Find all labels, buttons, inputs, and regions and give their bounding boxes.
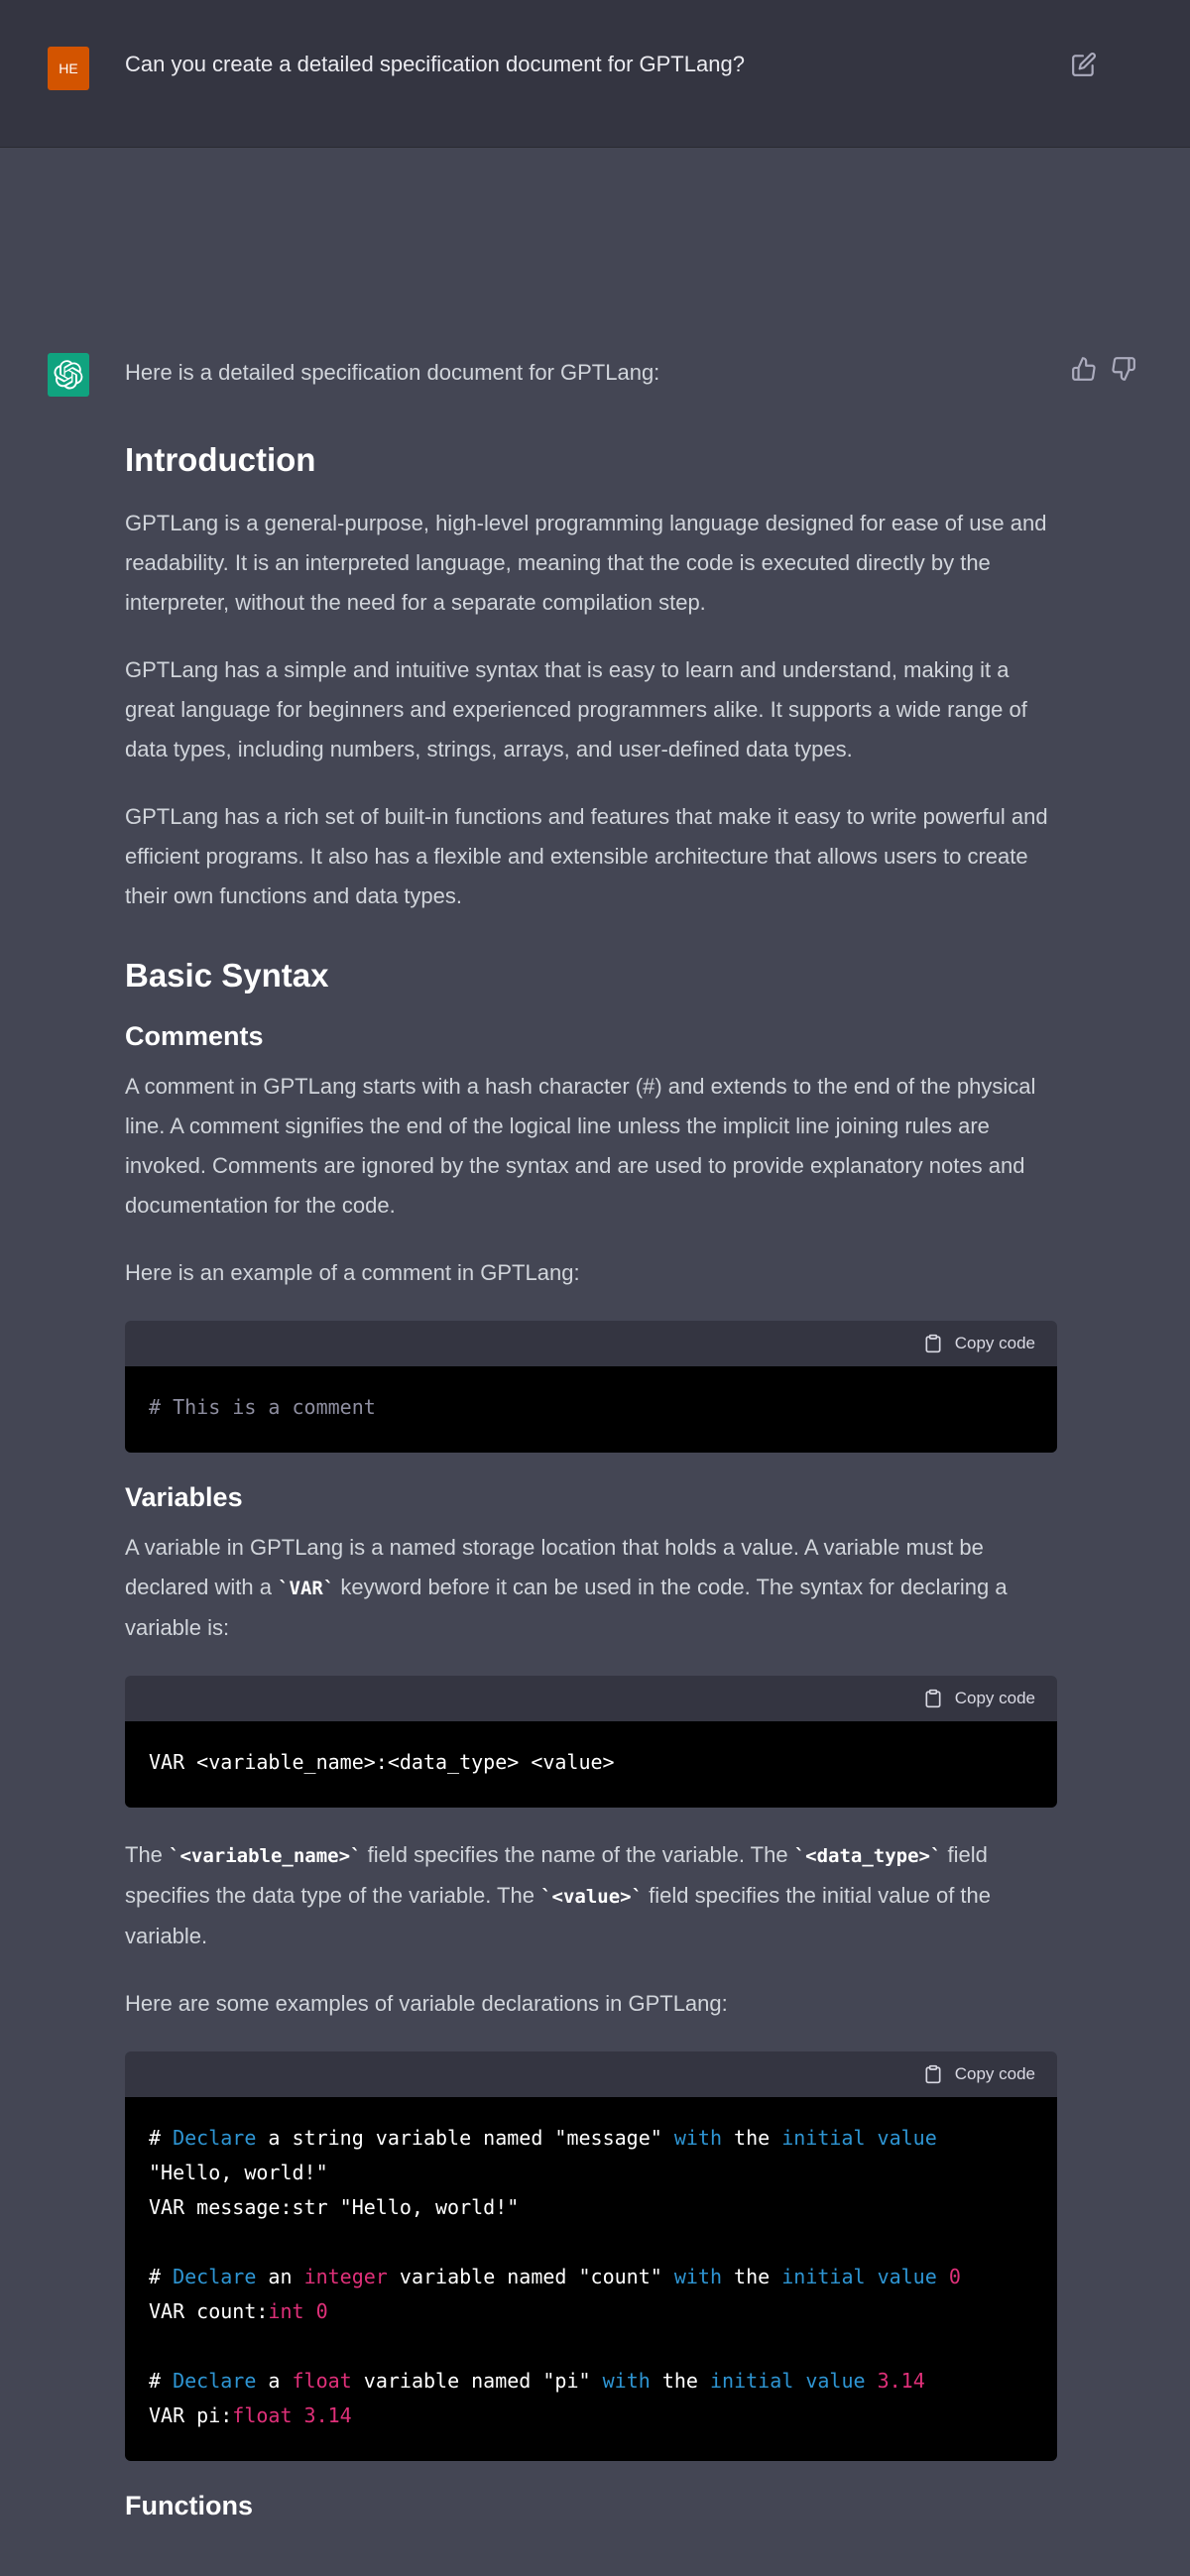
comments-example-intro: Here is an example of a comment in GPTLang: [125, 1260, 580, 1285]
assistant-message-row [0, 148, 1190, 2576]
heading-variables: Variables [125, 1482, 243, 1512]
feedback-buttons [1071, 356, 1136, 382]
user-avatar: HE [48, 47, 89, 90]
copy-code-button[interactable] [923, 2063, 1035, 2085]
inline-code-variable-name: `<variable_name>` [169, 1845, 362, 1867]
clipboard-icon [923, 1688, 943, 1709]
heading-functions: Functions [125, 2491, 253, 2520]
thumbs-down-icon[interactable] [1111, 356, 1136, 382]
inline-code-var: `VAR` [278, 1578, 335, 1599]
intro-paragraph-1: GPTLang is a general-purpose, high-level programming language designed for ease of use and readability. It is an interpreted language, meaning that the code is executed directly by the interpreter, without the need for a separate compilation step. [125, 511, 1047, 615]
copy-code-label: Copy code [954, 1334, 1035, 1352]
code-content: VAR <variable_name>:<data_type> <value> [125, 1721, 1057, 1808]
variables-paragraph-1: A variable in GPTLang is a named storage location that holds a value. A variable must be declared with a `VAR` keyword before it can be used in the code. The syntax for declaring a variable is: [125, 1535, 1008, 1640]
assistant-intro: Here is a detailed specification document for GPTLang: [125, 360, 660, 385]
inline-code-value: `<value>` [540, 1886, 644, 1908]
code-block-examples [125, 2051, 1057, 2461]
code-header [125, 1321, 1057, 1366]
user-message-text: Can you create a detailed specification document for GPTLang? [125, 52, 745, 76]
code-header [125, 1676, 1057, 1721]
copy-code-label: Copy code [954, 1689, 1035, 1707]
comments-paragraph: A comment in GPTLang starts with a hash character (#) and extends to the end of the physical line. A comment signifies the end of the logical line unless the implicit line joining rules are invoked. Comments are ignored by the syntax and are used to provide explanatory notes and documentation for the code. [125, 1074, 1036, 1218]
copy-code-label: Copy code [954, 2064, 1035, 2083]
openai-logo-icon [48, 353, 89, 397]
clipboard-icon [923, 2063, 943, 2085]
variables-paragraph-2: The `<variable_name>` field specifies the name of the variable. The `<data_type>` field specifies the data type of the variable. The `<value>` field specifies the initial value of the variable. [125, 1842, 992, 1948]
code-header [125, 2051, 1057, 2097]
clipboard-icon [923, 1333, 943, 1354]
user-message-row [0, 0, 1190, 148]
heading-comments: Comments [125, 1021, 264, 1051]
code-block-comment [125, 1321, 1057, 1453]
code-content: # Declare a string variable named "message" with the initial value "Hello, world!" VAR message:str "Hello, world!" # Declare an integer variable named "count" with the initial value 0 VAR count:int 0 # Declare a float variable named "pi" with the initial value 3.14 VAR pi:float 3.14 [125, 2097, 1057, 2461]
intro-paragraph-3: GPTLang has a rich set of built-in functions and features that make it easy to write powerful and efficient programs. It also has a flexible and extensible architecture that allows users to create their own functions and data types. [125, 804, 1048, 908]
edit-icon[interactable] [1071, 52, 1097, 77]
heading-basic-syntax: Basic Syntax [125, 957, 329, 994]
code-block-syntax [125, 1676, 1057, 1808]
thumbs-up-icon[interactable] [1071, 356, 1097, 382]
code-content: # This is a comment [125, 1366, 1057, 1453]
copy-code-button[interactable] [923, 1688, 1035, 1709]
assistant-message-content [0, 148, 1057, 2522]
intro-paragraph-2: GPTLang has a simple and intuitive syntax that is easy to learn and understand, making it a great language for beginners and experienced programmers alike. It supports a wide range of data types, including numbers, strings, arrays, and user-defined data types. [125, 657, 1027, 761]
heading-introduction: Introduction [125, 441, 316, 478]
inline-code-data-type: `<data_type>` [793, 1845, 942, 1867]
variables-examples-intro: Here are some examples of variable declarations in GPTLang: [125, 1991, 728, 2016]
copy-code-button[interactable] [923, 1333, 1035, 1354]
